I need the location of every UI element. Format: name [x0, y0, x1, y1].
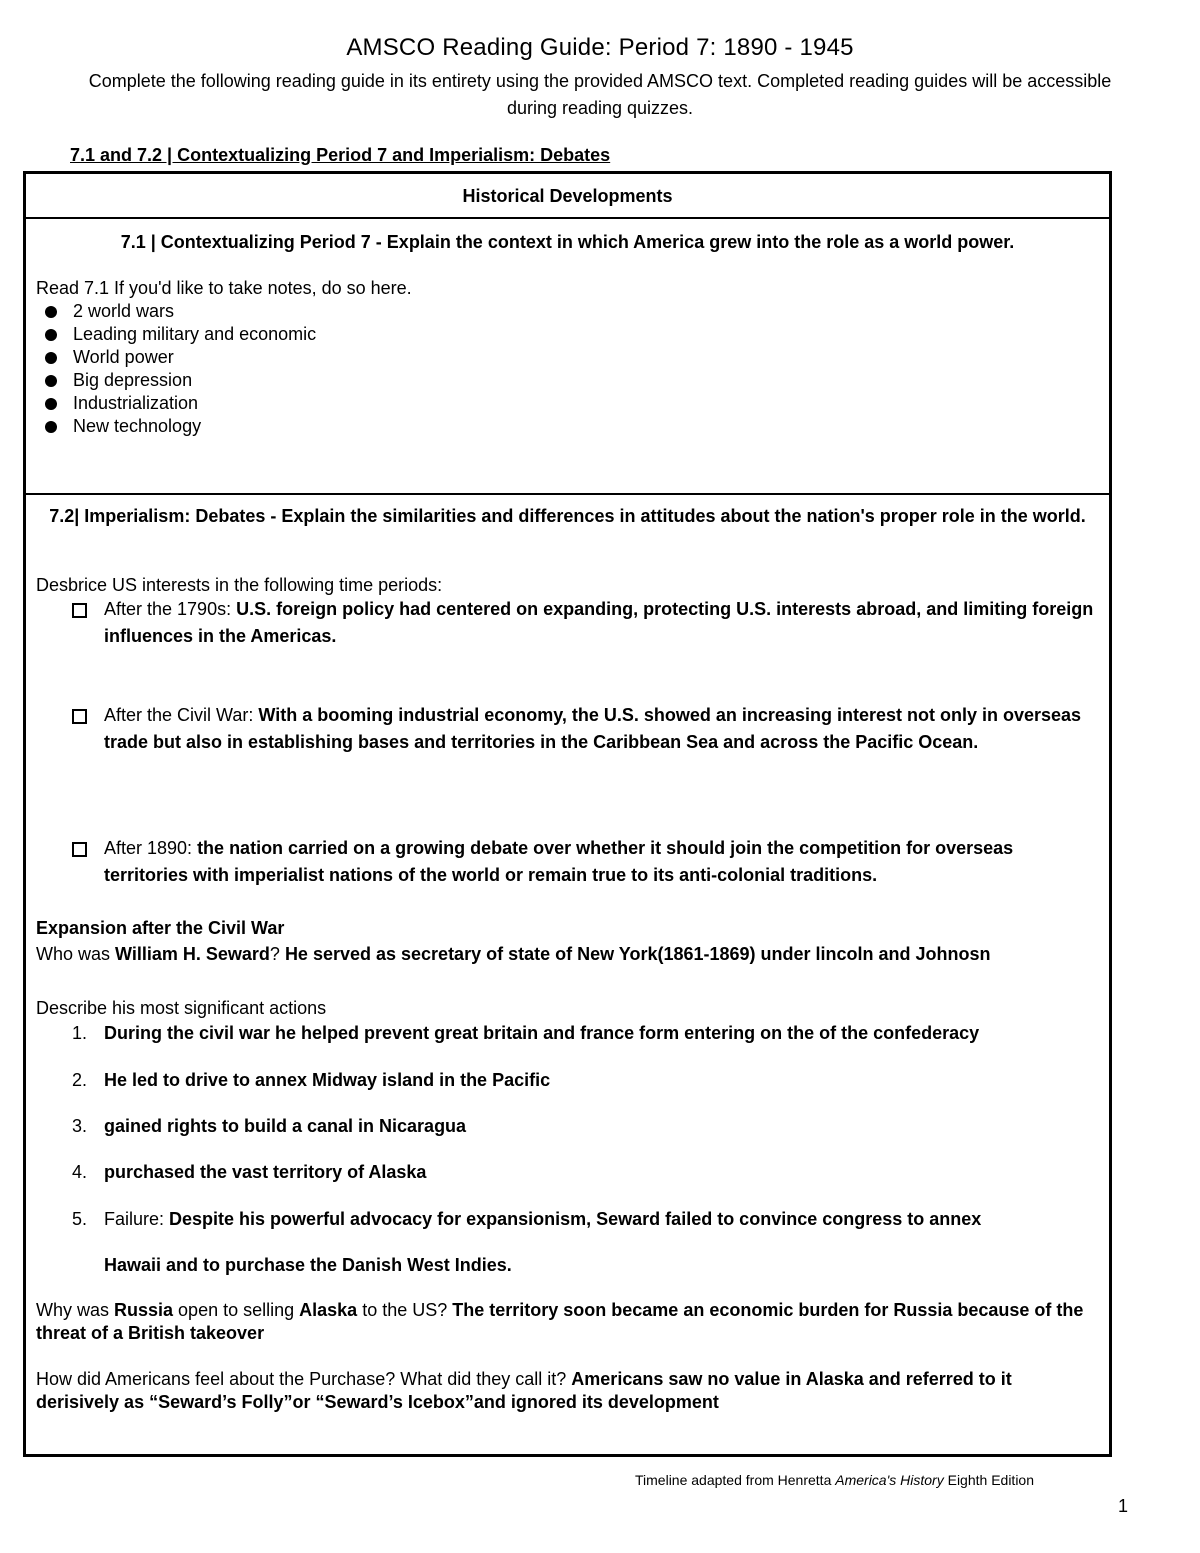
list-item: 1. During the civil war he helped prevent great britain and france form entering on the of the confederacy: [72, 1023, 980, 1043]
footer-credit: Timeline adapted from Henretta America's History Eighth Edition: [635, 1472, 1035, 1488]
actions-prompt: Describe his most significant actions: [36, 998, 327, 1018]
page-title: AMSCO Reading Guide: Period 7: 1890 - 1945: [346, 34, 854, 61]
row-imperialism: [26, 495, 1109, 1454]
note-bullet: Industrialization: [73, 393, 199, 413]
note-bullet: Leading military and economic: [73, 324, 317, 344]
note-bullet: Big depression: [73, 370, 193, 390]
intro-text: Complete the following reading guide in its entirety using the provided AMSCO text. Completed reading guides will be accessible during reading quizzes.: [88, 71, 1112, 118]
note-bullet: World power: [73, 347, 174, 367]
row2-prompt: Desbrice US interests in the following time periods:: [36, 575, 443, 595]
expansion-heading: Expansion after the Civil War: [36, 918, 285, 938]
list-item: 3. gained rights to build a canal in Nicaragua: [72, 1116, 467, 1136]
note-bullet: 2 world wars: [73, 301, 175, 321]
list-item: 4. purchased the vast territory of Alaska: [72, 1162, 427, 1182]
period-civil-war: After the Civil War: With a booming industrial economy, the U.S. showed an increasing interest not only in overseas trade but also in establishing bases and territories in the Caribbean Sea and across the Pacific Ocean.: [104, 702, 1097, 756]
period-1890: After 1890: the nation carried on a growing debate over whether it should join the competition for overseas territories with imperialist nations of the world or remain true to its anti-colonial traditions.: [104, 835, 1097, 889]
list-item-failure: 5. Failure: Despite his powerful advocacy for expansionism, Seward failed to convince congress to annex: [72, 1209, 982, 1229]
table-header: Historical Developments: [26, 174, 1109, 219]
period-1790s: After the 1790s: U.S. foreign policy had centered on expanding, protecting U.S. interests abroad, and limiting foreign influences in the Americas.: [104, 596, 1097, 650]
checkbox-icon: [72, 603, 87, 618]
row1-heading: 7.1 | Contextualizing Period 7 - Explain the context in which America grew into the role as a world power.: [120, 232, 1015, 252]
note-bullet: New technology: [73, 416, 202, 436]
row2-heading: 7.2| Imperialism: Debates - Explain the similarities and differences in attitudes about the nation's proper role in the world.: [49, 506, 1086, 526]
reading-guide-table: [23, 171, 1112, 1457]
page-number: 1: [1118, 1496, 1129, 1516]
list-item: 2. He led to drive to annex Midway island in the Pacific: [72, 1070, 551, 1090]
purchase-question: How did Americans feel about the Purchase? What did they call it? Americans saw no value in Alaska and referred to it derisively as “Seward’s Folly”or “Seward’s Icebox”and ignored its development: [36, 1369, 1012, 1412]
checkbox-icon: [72, 842, 87, 857]
seward-question: Who was William H. Seward? He served as secretary of state of New York(1861-1869) under lincoln and Johnosn: [36, 944, 991, 964]
failure-continuation: Hawaii and to purchase the Danish West Indies.: [104, 1255, 512, 1275]
row-contextualizing: [26, 219, 1109, 495]
checkbox-icon: [72, 709, 87, 724]
row1-prompt: Read 7.1 If you'd like to take notes, do so here.: [36, 278, 412, 298]
russia-question: Why was Russia open to selling Alaska to the US? The territory soon became an economic burden for Russia because of the threat of a British takeover: [36, 1300, 1084, 1343]
section-heading: 7.1 and 7.2 | Contextualizing Period 7 and Imperialism: Debates: [70, 145, 611, 165]
